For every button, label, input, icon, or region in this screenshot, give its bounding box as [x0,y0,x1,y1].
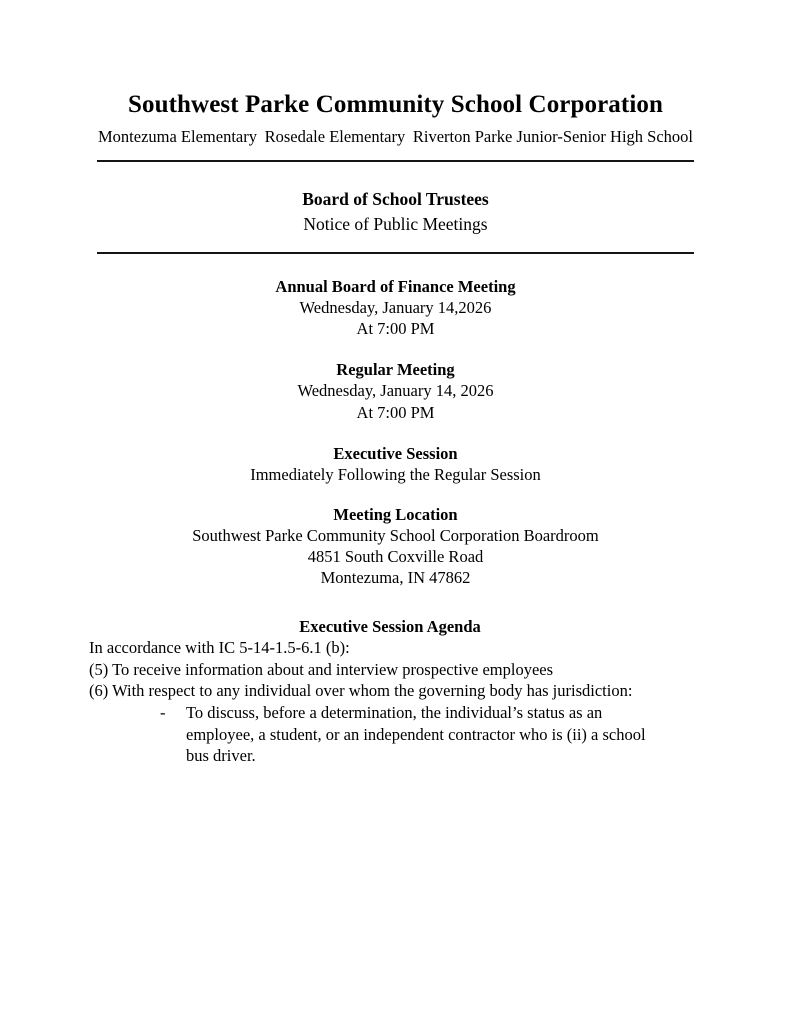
meeting-time: At 7:00 PM [356,319,435,339]
school-name-riverton-parke: Riverton Parke Junior-Senior High School [412,126,693,146]
letterhead [97,90,694,146]
meeting-time: At 7:00 PM [356,402,435,422]
meeting-date: Immediately Following the Regular Session [250,464,541,484]
meeting-heading: Annual Board of Finance Meeting [275,277,516,296]
meeting-block-regular [97,359,694,422]
location-venue: Southwest Parke Community School Corporation Boardroom [192,526,599,546]
meeting-block-finance [97,276,694,339]
agenda-item-5: (5) To receive information about and interview prospective employees [89,659,554,679]
location-heading: Meeting Location [333,505,458,524]
divider-bottom [97,252,694,254]
agenda-statute-reference: In accordance with IC 5-14-1.5-6.1 (b): [89,638,350,658]
location-city-state-zip: Montezuma, IN 47862 [320,568,471,588]
school-list [97,127,694,147]
divider-top [97,160,694,162]
meeting-date: Wednesday, January 14,2026 [299,298,492,318]
notice-subtitle: Notice of Public Meetings [303,213,488,234]
meeting-location-block [97,504,694,588]
organization-title: Southwest Parke Community School Corporation [128,91,663,118]
location-street: 4851 South Coxville Road [307,547,484,567]
bullet-dash-marker: - [160,703,166,723]
agenda-item-6-bullet-text: To discuss, before a determination, the individual’s status as an employee, a student, or an independent contractor who is (ii) a school bus driver. [186,703,646,766]
school-name-montezuma: Montezuma Elementary [98,126,257,146]
board-name: Board of School Trustees [302,189,489,209]
meeting-date: Wednesday, January 14, 2026 [297,381,494,401]
meeting-heading: Executive Session [333,443,458,463]
meeting-heading: Regular Meeting [336,360,455,380]
executive-session-agenda [89,616,699,767]
meeting-block-executive-session [97,443,694,485]
agenda-item-6-bullet [89,702,699,766]
masthead [97,189,694,236]
meeting-list [97,276,694,485]
agenda-heading: Executive Session Agenda [299,617,481,636]
school-name-rosedale: Rosedale Elementary [264,126,406,146]
agenda-item-6: (6) With respect to any individual over whom the governing body has jurisdiction: [89,680,633,700]
